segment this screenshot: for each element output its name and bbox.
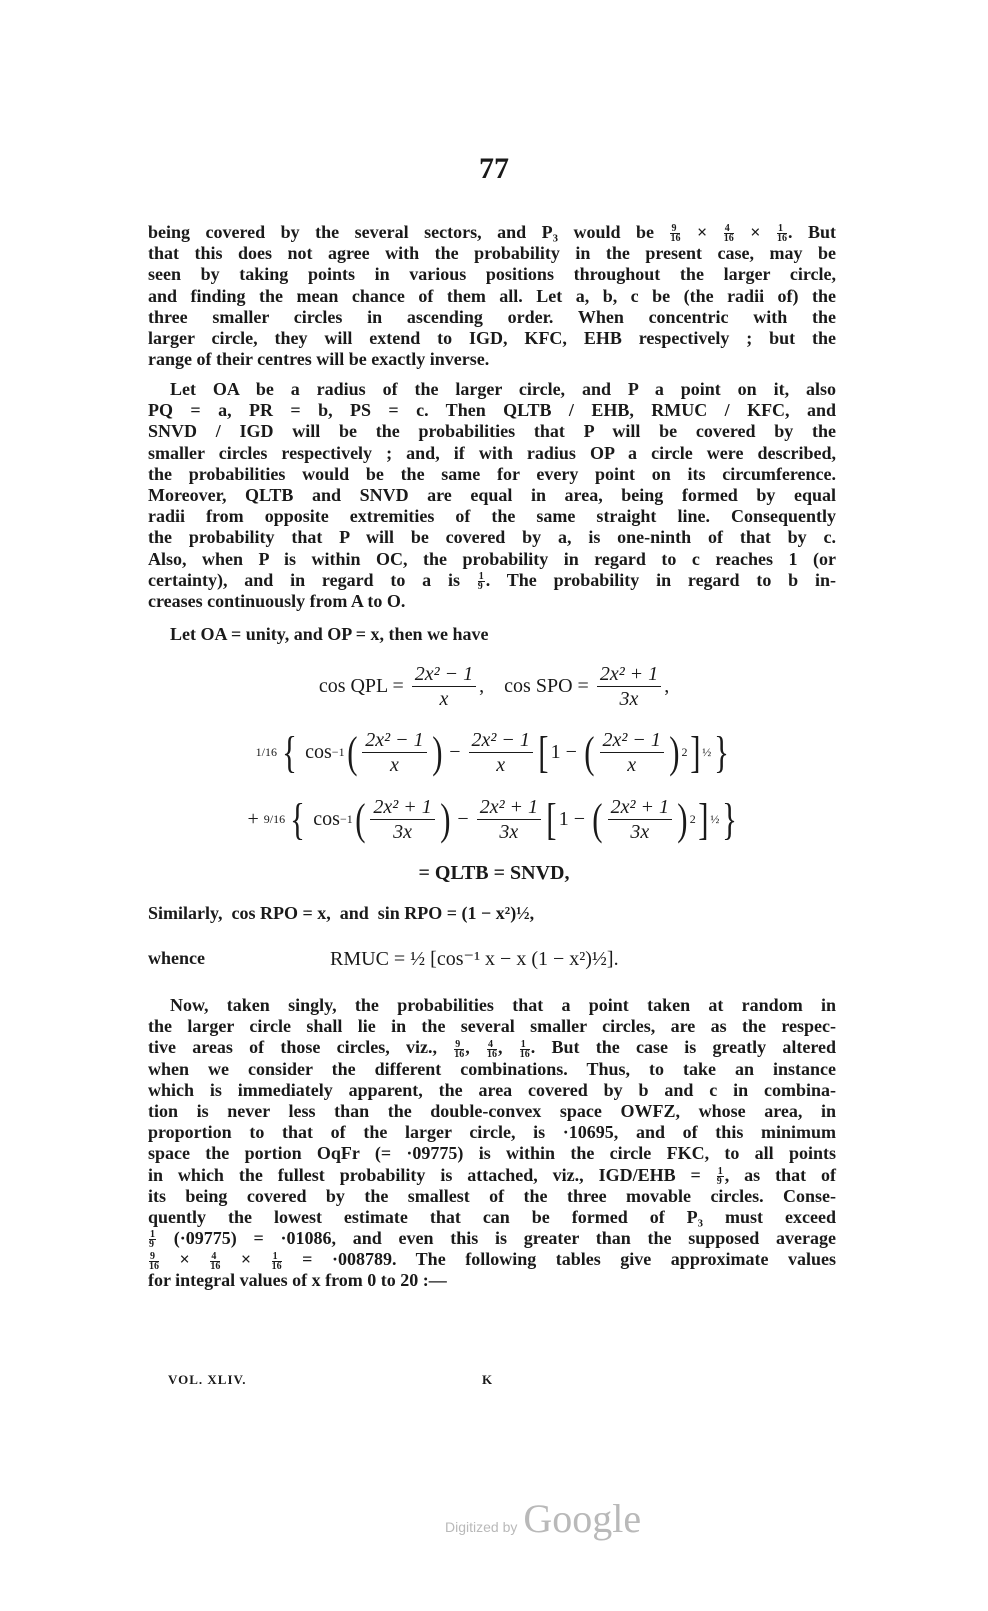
equation-fraction: [608, 795, 672, 844]
fraction-denominator: 3x: [393, 821, 412, 843]
exponent: −1: [339, 812, 353, 826]
bracket: ): [677, 794, 688, 844]
fraction-denominator: x: [627, 754, 637, 776]
fraction-denominator: 3x: [499, 821, 519, 843]
whence-equation: RMUC = ½ [cos⁻¹ x − x (1 − x²)½].: [330, 948, 619, 970]
equation-text: cos: [308, 808, 340, 830]
text-line: SNVD / IGD will be the probabilities that P will be covered by the: [148, 421, 836, 442]
paragraph-1: [148, 222, 836, 370]
text-line: which is immediately apparent, the area covered by b and c in combina-: [148, 1079, 836, 1100]
bracket: ]: [697, 794, 709, 844]
bracket: (: [584, 727, 595, 777]
equation-text: +: [247, 808, 264, 830]
text-line: the probabilities would be the same for every point on its circumference.: [148, 463, 836, 484]
footer-signature: K: [482, 1372, 494, 1387]
fraction-denominator: x: [439, 688, 449, 710]
fraction-numerator: 2x² + 1: [608, 795, 672, 820]
footer-volume: VOL. XLIV.: [168, 1372, 247, 1387]
text-line: being covered by the several sectors, and P₃ would be $\frac{9}{16}$ × $\frac{4}{16}$ × $\frac{1}{16}$ . But: [148, 222, 836, 245]
fraction: $\frac{4}{16}$: [210, 1250, 221, 1272]
exponent: ½: [702, 745, 712, 759]
equation-text: 1 −: [550, 741, 582, 763]
fraction-denominator: 3x: [630, 821, 650, 843]
equation-fraction: [597, 662, 661, 711]
fraction: $\frac{1}{9}$: [716, 1165, 723, 1187]
bracket: {: [290, 794, 306, 844]
equation-text: cos QPL =: [318, 675, 409, 697]
text-line: range of their centres will be exactly inverse.: [148, 349, 490, 370]
fraction: $\frac{9}{16}$: [454, 1038, 465, 1060]
fraction: $\frac{1}{9}$: [477, 571, 484, 593]
text-line: radii from opposite extremities of the same straight line. Consequently: [148, 506, 836, 527]
fraction-numerator: 2x² − 1: [412, 662, 476, 687]
bracket: ]: [689, 727, 701, 777]
bracket: (: [346, 727, 358, 777]
equation-text: = QLTB = SNVD,: [418, 862, 570, 884]
text-line: smaller circles respectively ; and, if with radius OP a circle were described,: [148, 442, 836, 463]
bracket: [: [538, 727, 549, 777]
text-line: Moreover, QLTB and SNVD are equal in area, being formed by equal: [148, 484, 836, 505]
equation-cos-qpl-spo: [0, 662, 988, 711]
text-line: that this does not agree with the probability in the present case, may be: [148, 243, 836, 264]
bracket: ): [431, 727, 443, 777]
text-line: its being covered by the smallest of the three movable circles. Conse-: [148, 1185, 836, 1206]
bracket: [: [546, 794, 557, 844]
paragraph-4: [148, 995, 836, 1292]
text-line: for integral values of x from 0 to 20 :—: [148, 1270, 447, 1291]
text-line: Now, taken singly, the probabilities that a point taken at random in: [170, 995, 836, 1015]
text-line: three smaller circles in ascending order. When concentric with the: [148, 306, 836, 327]
text-line: PQ = a, PR = b, PS = c. Then QLTB / EHB, RMUC / KFC, and: [148, 400, 836, 421]
text-line: creases continuously from A to O.: [148, 590, 406, 611]
bracket: ): [439, 794, 451, 844]
digitized-by-google-watermark: [445, 1495, 641, 1542]
exponent: 2: [689, 812, 696, 826]
fraction-numerator: 2x² − 1: [362, 728, 426, 753]
fraction-numerator: 2x² + 1: [370, 795, 434, 820]
equation-second-term: [0, 795, 988, 844]
fraction: $\frac{4}{16}$: [723, 223, 734, 245]
fraction-numerator: 2x² + 1: [597, 662, 661, 687]
text-line: larger circle, they will extend to IGD, KFC, EHB respectively ; but the: [148, 327, 836, 348]
fraction: $\frac{1}{16}$: [776, 223, 787, 245]
text-line: $\frac{9}{16}$ × $\frac{4}{16}$ × $\frac{1}{16}$ = ·008789. The following tables give approximate values: [149, 1249, 837, 1272]
fraction: $\frac{1}{16}$: [271, 1250, 282, 1272]
google-logo: Google: [523, 1496, 642, 1541]
page-number: 77: [479, 152, 509, 185]
paragraph-2: [148, 379, 836, 612]
equation-text: −: [444, 741, 466, 763]
equation-qltb-snvd: [0, 862, 988, 885]
text-line: in which the fullest probability is attached, viz., IGD/EHB = $\frac{1}{9}$ , as that of: [148, 1164, 837, 1187]
coefficient: 9/16: [263, 812, 286, 826]
bracket: (: [592, 794, 603, 844]
equation-text: ,: [664, 675, 670, 697]
text-line: the probability that P will be covered by a, is one-ninth of that by c.: [148, 527, 836, 548]
exponent: −1: [331, 745, 345, 759]
coefficient: 1/16: [255, 745, 277, 759]
fraction-denominator: 3x: [619, 688, 639, 710]
fraction: $\frac{9}{16}$: [149, 1250, 159, 1272]
exponent: 2: [681, 745, 688, 759]
fraction-numerator: 2x² − 1: [469, 728, 533, 753]
text-line: $\frac{1}{9}$ (·09775) = ·01086, and even this is greater than the supposed average: [149, 1228, 836, 1251]
fraction-denominator: x: [496, 754, 506, 776]
text-line: tive areas of those circles, viz., $\frac{9}{16}$ , $\frac{4}{16}$ , $\frac{1}{16}$ . But the case is greatly altered: [148, 1037, 837, 1060]
text-line: quently the lowest estimate that can be formed of P₃ must exceed: [148, 1206, 836, 1227]
equation-text: cos: [300, 741, 332, 763]
fraction: $\frac{9}{16}$: [670, 223, 681, 245]
text-line: the larger circle shall lie in the several smaller circles, are as the respec-: [148, 1016, 836, 1037]
equation-text: 1 −: [558, 808, 590, 830]
fraction: $\frac{1}{16}$: [519, 1038, 530, 1060]
text-line: proportion to that of the larger circle, is ·10695, and of this minimum: [148, 1122, 836, 1143]
text-line: Let OA be a radius of the larger circle, and P a point on it, also: [170, 379, 836, 399]
text-line: tion is never less than the double-convex space OWFZ, whose area, in: [148, 1100, 836, 1121]
bracket: (: [354, 794, 366, 844]
text-line: seen by taking points in various positions throughout the larger circle,: [148, 264, 836, 285]
fraction-numerator: 2x² + 1: [477, 795, 541, 820]
equation-fraction: [469, 728, 533, 777]
text-line: when we consider the different combinations. Thus, to take an instance: [148, 1058, 836, 1079]
fraction-denominator: x: [389, 754, 399, 776]
fraction-numerator: 2x² − 1: [600, 728, 664, 753]
equation-fraction: [412, 662, 476, 711]
equation-text: , cos SPO =: [479, 675, 594, 697]
text-line: space the portion OqFr (= ·09775) is within the circle FKC, to all points: [148, 1143, 836, 1164]
text-line: certainty), and in regard to a is $\frac{1}{9}$ . The probability in regard to b in-: [148, 569, 836, 593]
watermark-prefix: Digitized by: [445, 1519, 518, 1535]
fraction: $\frac{1}{9}$: [149, 1229, 155, 1251]
fraction: $\frac{4}{16}$: [487, 1038, 497, 1060]
text-line: and finding the mean chance of them all. Let a, b, c be (the radii of) the: [148, 285, 836, 306]
bracket: }: [722, 794, 738, 844]
equation-fraction: [600, 728, 664, 777]
whence-label: whence: [148, 948, 205, 968]
equation-first-term: [0, 728, 988, 777]
similarly-line: Similarly, cos RPO = x, and sin RPO = (1 − x²)½,: [148, 903, 535, 923]
bracket: ): [669, 727, 680, 777]
equation-text: −: [452, 808, 474, 830]
equation-fraction: [362, 728, 426, 777]
bracket: }: [714, 727, 730, 777]
text-line: Also, when P is within OC, the probability in regard to c reaches 1 (or: [148, 548, 836, 569]
equation-fraction: [370, 795, 434, 844]
bracket: {: [282, 727, 297, 777]
exponent: ½: [710, 812, 720, 826]
equation-fraction: [477, 795, 541, 844]
paragraph-3: Let OA = unity, and OP = x, then we have: [170, 624, 489, 644]
